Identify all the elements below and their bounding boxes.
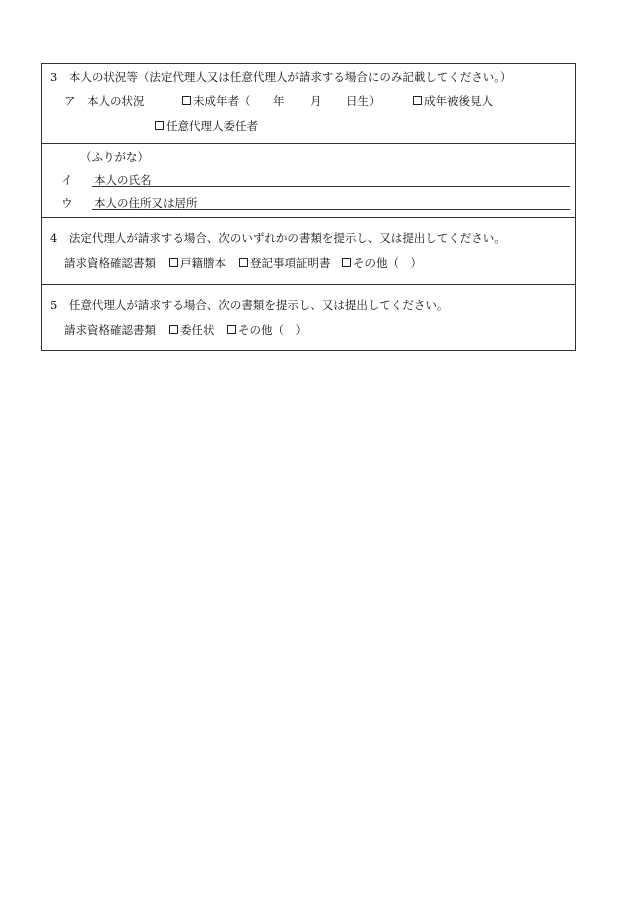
person-address-label: 本人の住所又は居所: [94, 196, 198, 210]
section-5-docs-label: 請求資格確認書類: [64, 323, 156, 337]
adult-guardian-option[interactable]: [413, 94, 493, 108]
family-register-option[interactable]: [169, 256, 226, 270]
section-4-docs-label: 請求資格確認書類: [64, 256, 156, 270]
power-of-attorney-label: 委任状: [180, 323, 215, 337]
family-register-checkbox[interactable]: [169, 258, 178, 267]
registry-certificate-label: 登記事項証明書: [250, 256, 331, 270]
furigana-label: （ふりがな）: [80, 150, 149, 164]
year-label: 年: [273, 94, 285, 108]
adult-guardian-label: 成年被後見人: [424, 94, 493, 108]
minor-checkbox[interactable]: [182, 96, 191, 105]
family-register-label: 戸籍謄本: [180, 256, 226, 270]
person-address-field[interactable]: [92, 209, 570, 210]
registry-certificate-option[interactable]: [239, 256, 331, 270]
section-4-other-label: その他（ ）: [353, 256, 422, 270]
proxy-delegator-label: 任意代理人委任者: [166, 119, 258, 133]
power-of-attorney-option[interactable]: [169, 323, 215, 337]
proxy-delegator-checkbox[interactable]: [155, 121, 164, 130]
minor-label: 未成年者（: [193, 94, 251, 108]
section-3-person-status: [42, 64, 575, 143]
section-4-other-checkbox[interactable]: [342, 258, 351, 267]
section-5-other-checkbox[interactable]: [227, 325, 236, 334]
section-3-heading: 3 本人の状況等（法定代理人又は任意代理人が請求する場合にのみ記載してください。）: [50, 70, 512, 84]
power-of-attorney-checkbox[interactable]: [169, 325, 178, 334]
section-4-legal-representative: [42, 217, 575, 284]
section-5-other-label: その他（ ）: [238, 323, 307, 337]
minor-option[interactable]: [182, 94, 251, 108]
month-label: 月: [310, 94, 322, 108]
section-4-heading: 4 法定代理人が請求する場合、次のいずれかの書類を提示し、又は提出してください。: [50, 231, 506, 245]
item-a-label: ア 本人の状況: [64, 94, 145, 108]
adult-guardian-checkbox[interactable]: [413, 96, 422, 105]
section-5-other-option[interactable]: [227, 323, 307, 337]
section-person-identity: [42, 143, 575, 217]
person-name-field[interactable]: [92, 186, 570, 187]
section-5-voluntary-representative: [42, 284, 575, 352]
section-4-other-option[interactable]: [342, 256, 422, 270]
registry-certificate-checkbox[interactable]: [239, 258, 248, 267]
birth-label: 日生）: [346, 94, 381, 108]
item-u-marker: ウ: [61, 196, 73, 210]
request-form-table: [41, 63, 576, 351]
item-i-marker: イ: [61, 173, 73, 187]
section-5-heading: 5 任意代理人が請求する場合、次の書類を提示し、又は提出してください。: [50, 298, 449, 312]
proxy-delegator-option[interactable]: [155, 119, 258, 133]
person-name-label: 本人の氏名: [94, 173, 152, 187]
